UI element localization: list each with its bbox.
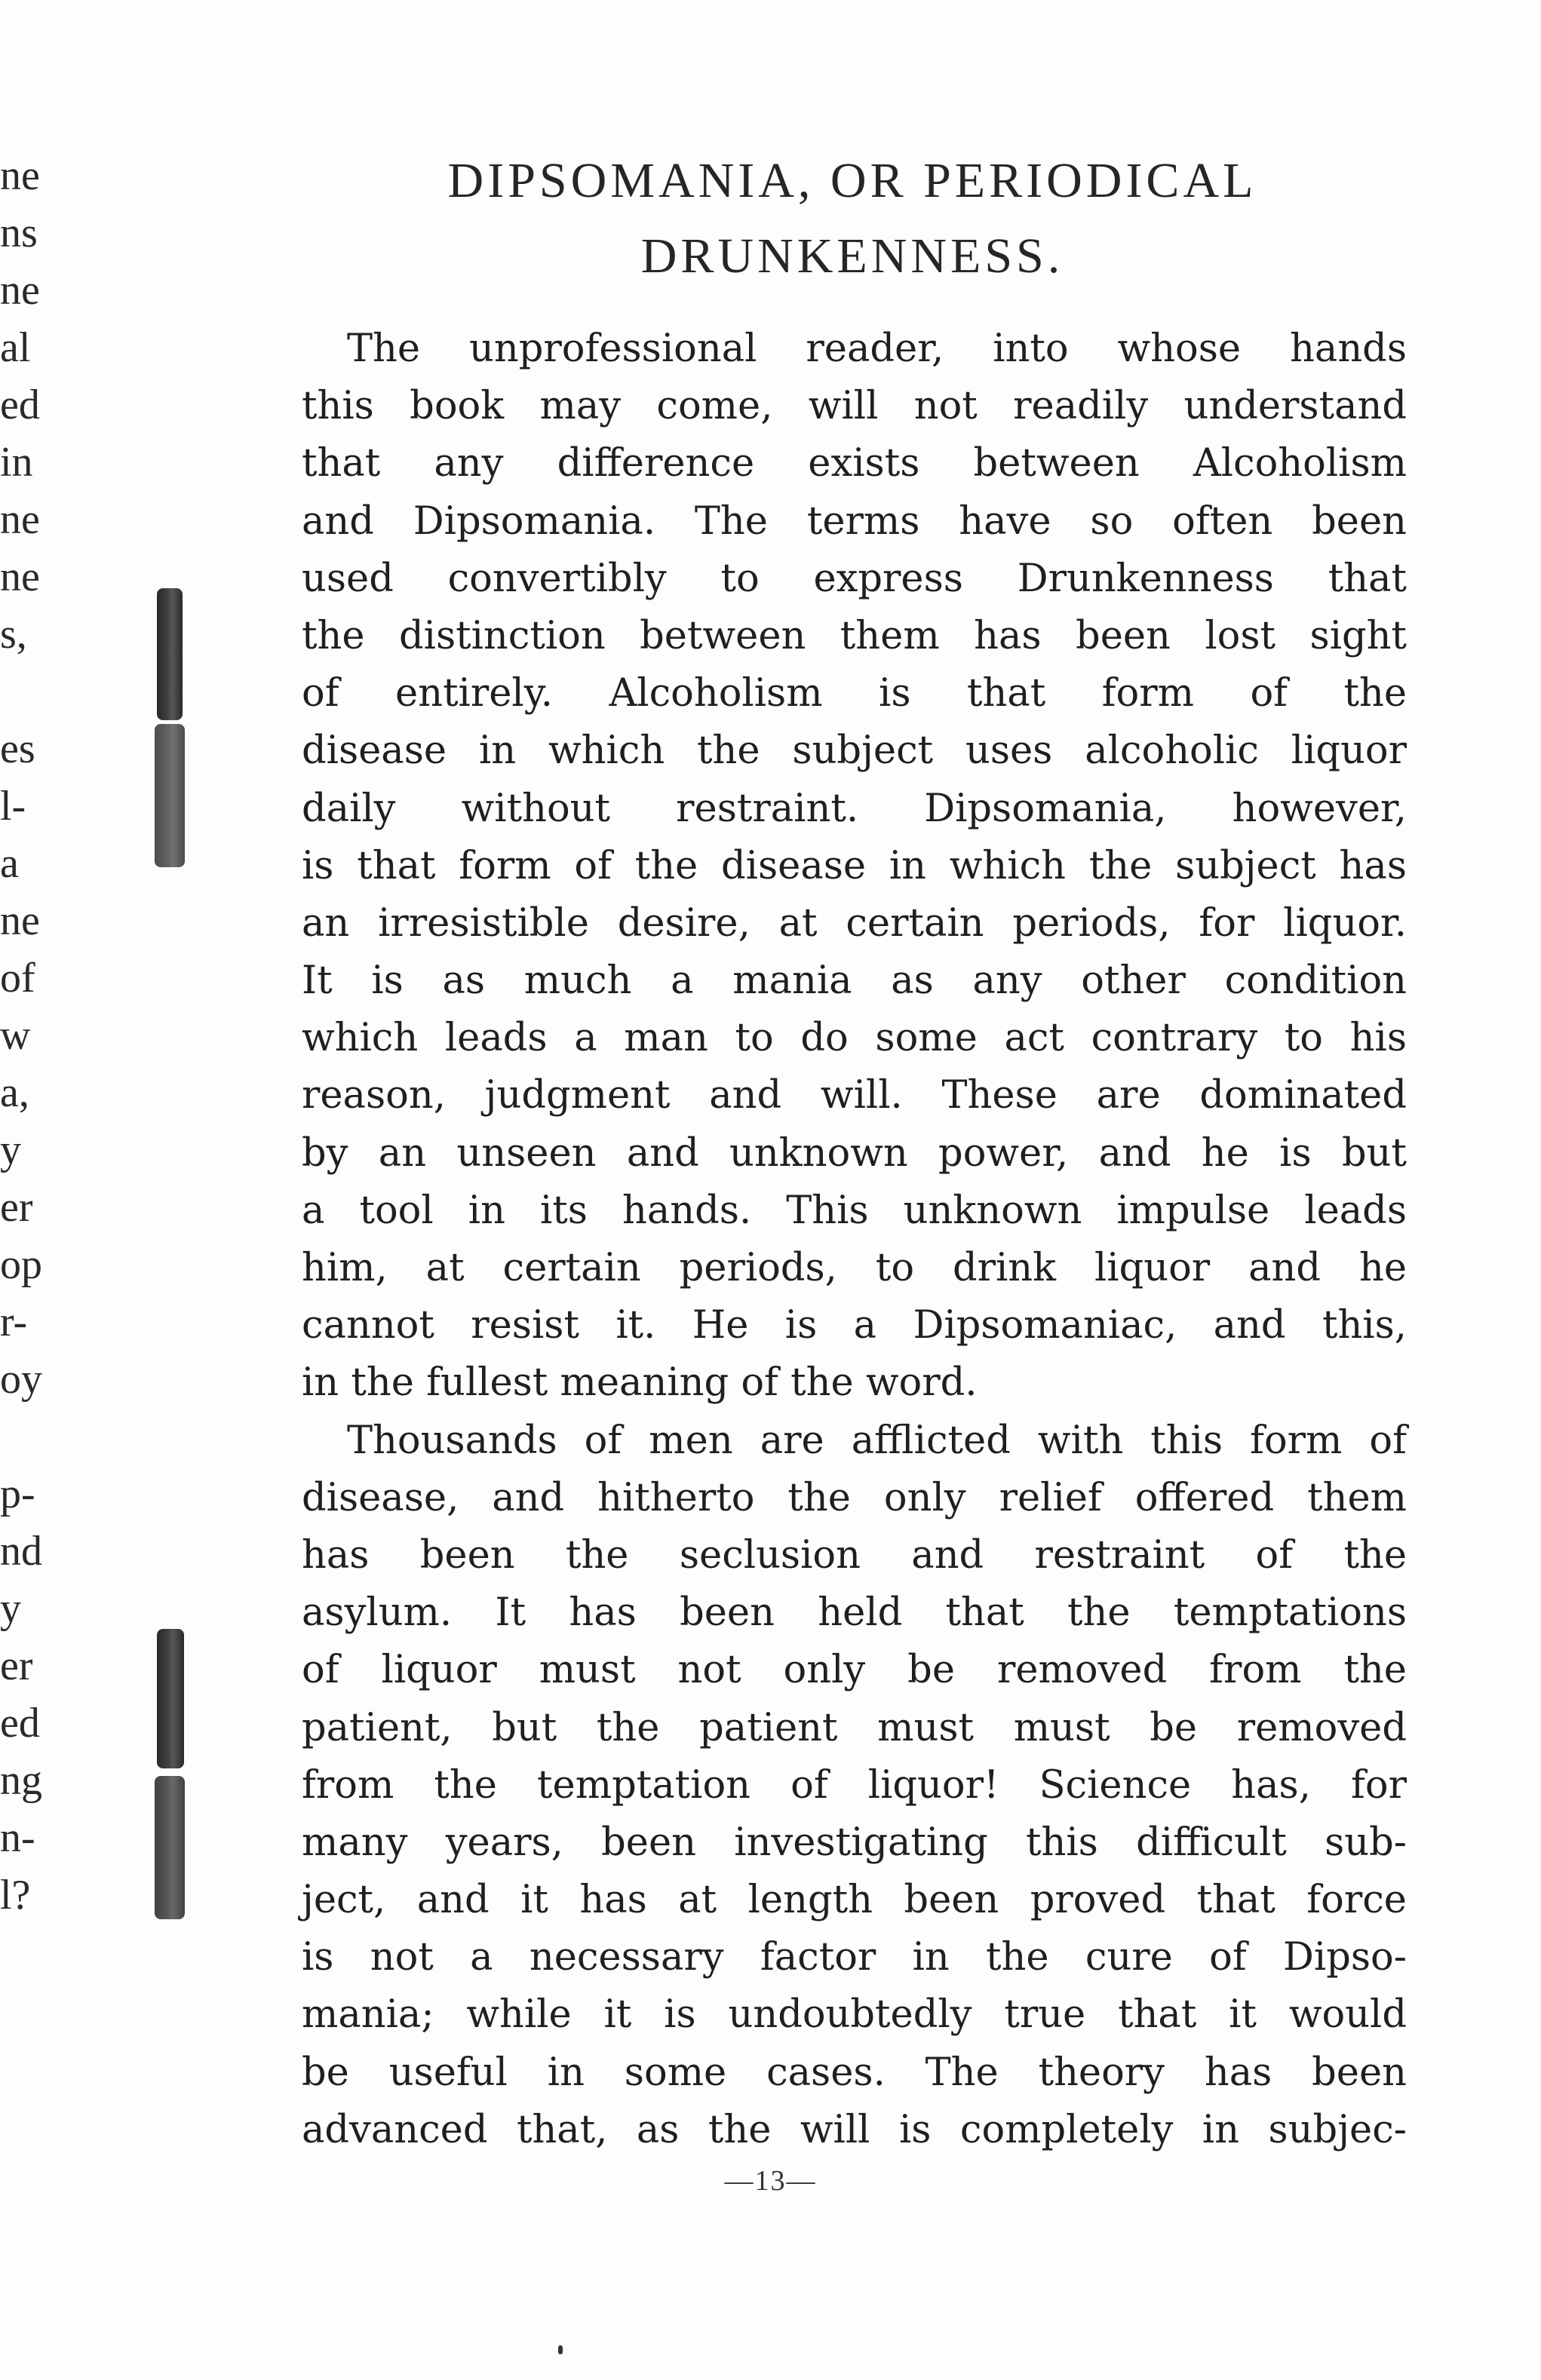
text-line: many years, been investigating this difficult sub- <box>302 1820 1407 1865</box>
text-line: an irresistible desire, at certain periods, for liquor. <box>302 900 1407 946</box>
facing-page-fragment: r- <box>0 1299 28 1345</box>
facing-page-fragment: a <box>0 840 19 887</box>
facing-page-fragment: oy <box>0 1356 42 1403</box>
facing-page-bleed-through <box>0 147 68 1924</box>
text-line: The unprofessional reader, into whose hands <box>347 327 1407 371</box>
facing-page-fragment: l? <box>0 1872 31 1918</box>
text-line: used convertibly to express Drunkenness that <box>302 556 1407 601</box>
text-line: daily without restraint. Dipsomania, however, <box>302 786 1407 831</box>
text-line: be useful in some cases. The theory has been <box>302 2050 1407 2095</box>
facing-page-fragment <box>0 1408 68 1465</box>
body-text <box>302 321 1407 2159</box>
text-line: is that form of the disease in which the subject has <box>302 843 1407 888</box>
text-line: asylum. It has been held that the temptations <box>302 1590 1407 1636</box>
binding-mark <box>157 588 183 720</box>
text-line: which leads a man to do some act contrary to his <box>302 1016 1407 1061</box>
facing-page-fragment: in <box>0 439 33 486</box>
text-line: ject, and it has at length been proved that force <box>302 1878 1407 1923</box>
facing-page-fragment: n- <box>0 1814 35 1861</box>
text-line: in the fullest meaning of the word. <box>302 1360 978 1406</box>
facing-page-fragment: ed <box>0 1700 40 1747</box>
text-line: from the temptation of liquor! Science has, for <box>302 1762 1407 1808</box>
facing-page-fragment: y <box>0 1585 21 1632</box>
binding-mark <box>157 1629 184 1768</box>
text-line: has been the seclusion and restraint of the <box>302 1532 1407 1578</box>
facing-page-fragment: ne <box>0 267 40 314</box>
facing-page-fragment: of <box>0 955 35 1001</box>
facing-page-fragment: es <box>0 725 35 772</box>
text-line: disease, and hitherto the only relief offered them <box>302 1475 1407 1520</box>
text-line: disease in which the subject uses alcoholic liquor <box>302 728 1407 774</box>
text-line: this book may come, will not readily understand <box>302 384 1407 429</box>
text-line: mania; while it is undoubtedly true that it would <box>302 1992 1407 2038</box>
facing-page-fragment: y <box>0 1127 21 1173</box>
text-line: is not a necessary factor in the cure of Dipso- <box>302 1935 1407 1980</box>
text-line: Thousands of men are afflicted with this form of <box>347 1418 1407 1463</box>
facing-page-fragment: ng <box>0 1757 42 1804</box>
page-number: —13— <box>724 2165 817 2197</box>
facing-page-fragment: al <box>0 324 31 371</box>
text-line: and Dipsomania. The terms have so often been <box>302 498 1407 544</box>
facing-page-fragment: ne <box>0 496 40 543</box>
text-line: by an unseen and unknown power, and he is but <box>302 1130 1407 1176</box>
text-line: the distinction between them has been lost sight <box>302 613 1407 658</box>
facing-page-fragment: p- <box>0 1471 35 1517</box>
paragraph-1 <box>302 321 1407 1412</box>
text-line: a tool in its hands. This unknown impulse leads <box>302 1188 1407 1233</box>
facing-page-fragment: op <box>0 1241 42 1288</box>
facing-page-fragment: er <box>0 1184 33 1231</box>
chapter-title-line-2: DRUNKENNESS. <box>640 228 1064 284</box>
paragraph-2 <box>302 1412 1407 2159</box>
text-line: reason, judgment and will. These are dominated <box>302 1073 1407 1118</box>
text-line: him, at certain periods, to drink liquor and he <box>302 1246 1407 1290</box>
facing-page-fragment: er <box>0 1642 33 1689</box>
text-line: patient, but the patient must must be removed <box>302 1705 1407 1750</box>
facing-page-fragment: ne <box>0 152 40 199</box>
text-line: of entirely. Alcoholism is that form of the <box>302 671 1407 716</box>
binding-mark <box>155 724 185 867</box>
facing-page-fragment <box>0 663 68 720</box>
binding-mark <box>155 1776 185 1919</box>
chapter-title-line-1: DIPSOMANIA, OR PERIODICAL <box>447 153 1257 208</box>
facing-page-fragment: ne <box>0 897 40 944</box>
facing-page-fragment: l- <box>0 783 26 830</box>
chapter-title <box>287 143 1418 294</box>
text-line: of liquor must not only be removed from the <box>302 1648 1407 1693</box>
facing-page-fragment: ed <box>0 382 40 428</box>
facing-page-fragment: ns <box>0 210 38 256</box>
text-line: It is as much a mania as any other condition <box>302 958 1407 1004</box>
paper-speck <box>558 2345 563 2354</box>
text-line: that any difference exists between Alcoholism <box>302 441 1407 486</box>
text-line: advanced that, as the will is completely in subjec- <box>302 2107 1407 2152</box>
facing-page-fragment: ne <box>0 554 40 600</box>
facing-page-fragment: nd <box>0 1528 42 1575</box>
facing-page-fragment: a, <box>0 1069 29 1116</box>
text-line: cannot resist it. He is a Dipsomaniac, and this, <box>302 1303 1407 1348</box>
facing-page-fragment: w <box>0 1012 31 1059</box>
facing-page-fragment: s, <box>0 611 27 658</box>
